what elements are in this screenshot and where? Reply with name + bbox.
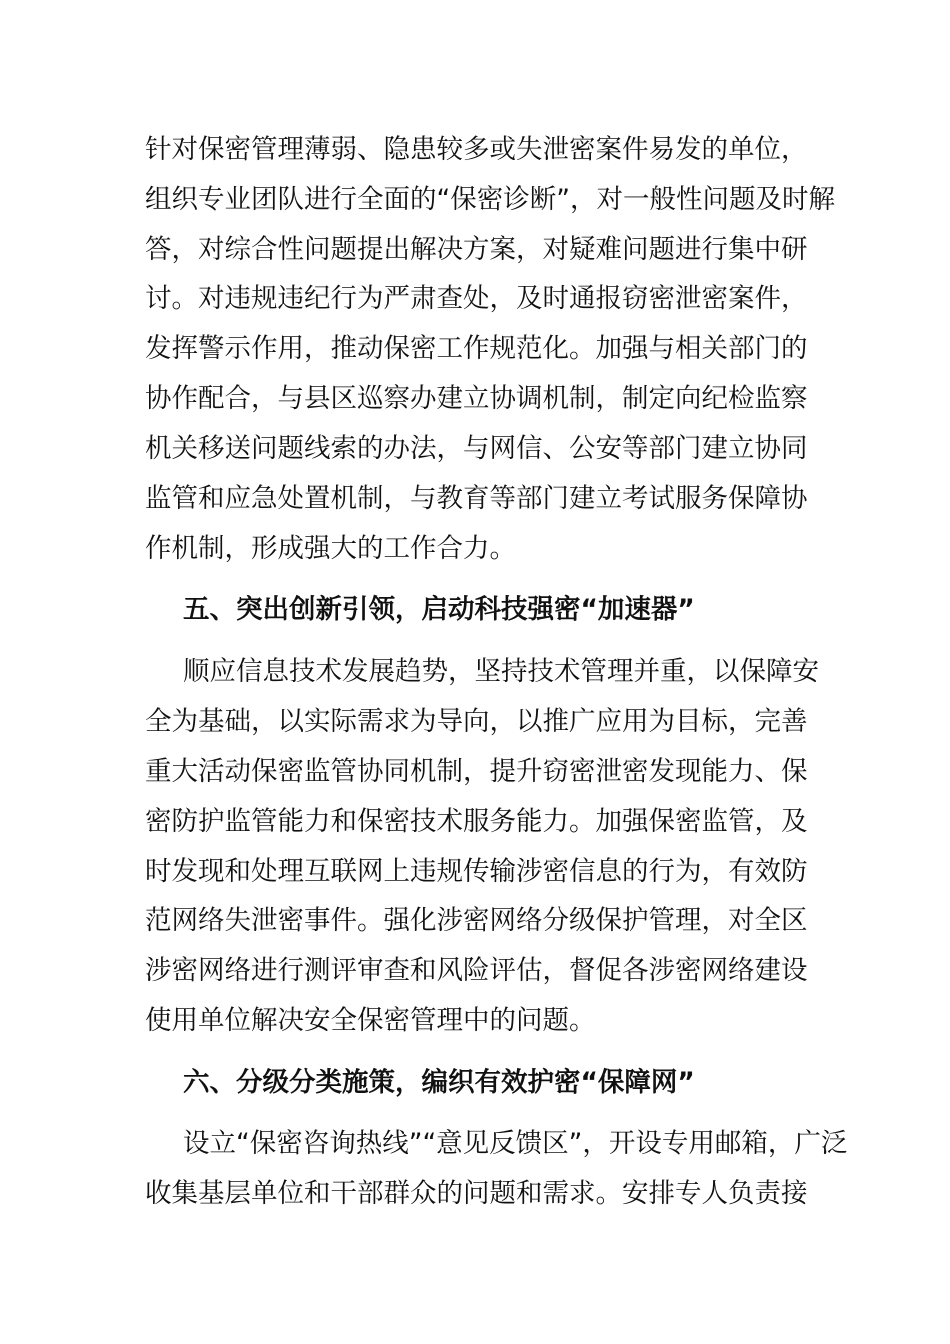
paragraph-line: 答，对综合性问题提出解决方案，对疑难问题进行集中研 (145, 234, 808, 265)
section-heading: 六、分级分类施策，编织有效护密“保障网” (183, 1067, 695, 1098)
paragraph-line: 协作配合，与县区巡察办建立协调机制，制定向纪检监察 (145, 383, 808, 414)
paragraph-line: 重大活动保密监管协同机制，提升窃密泄密发现能力、保 (145, 756, 808, 787)
paragraph-line: 顺应信息技术发展趋势，坚持技术管理并重，以保障安 (183, 656, 819, 687)
paragraph-line: 范网络失泄密事件。强化涉密网络分级保护管理，对全区 (145, 905, 808, 936)
paragraph-line: 监管和应急处置机制，与教育等部门建立考试服务保障协 (145, 483, 808, 514)
section-heading: 五、突出创新引领，启动科技强密“加速器” (183, 594, 695, 625)
paragraph-line: 发挥警示作用，推动保密工作规范化。加强与相关部门的 (145, 333, 808, 364)
paragraph-line: 针对保密管理薄弱、隐患较多或失泄密案件易发的单位， (145, 134, 808, 165)
paragraph-line: 密防护监管能力和保密技术服务能力。加强保密监管，及 (145, 806, 808, 837)
paragraph-line: 机关移送问题线索的办法，与网信、公安等部门建立协同 (145, 433, 808, 464)
paragraph-line: 组织专业团队进行全面的“保密诊断”，对一般性问题及时解 (145, 184, 835, 215)
paragraph-line: 全为基础，以实际需求为导向，以推广应用为目标，完善 (145, 706, 808, 737)
paragraph-line: 涉密网络进行测评审查和风险评估，督促各涉密网络建设 (145, 955, 808, 986)
paragraph-line: 讨。对违规违纪行为严肃查处，及时通报窃密泄密案件， (145, 283, 808, 314)
paragraph-line: 使用单位解决安全保密管理中的问题。 (145, 1005, 596, 1036)
paragraph-line: 收集基层单位和干部群众的问题和需求。安排专人负责接 (145, 1178, 808, 1209)
paragraph-line: 设立“保密咨询热线”“意见反馈区”，开设专用邮箱，广泛 (183, 1128, 848, 1159)
paragraph-line: 作机制，形成强大的工作合力。 (145, 533, 516, 564)
paragraph-line: 时发现和处理互联网上违规传输涉密信息的行为，有效防 (145, 856, 808, 887)
